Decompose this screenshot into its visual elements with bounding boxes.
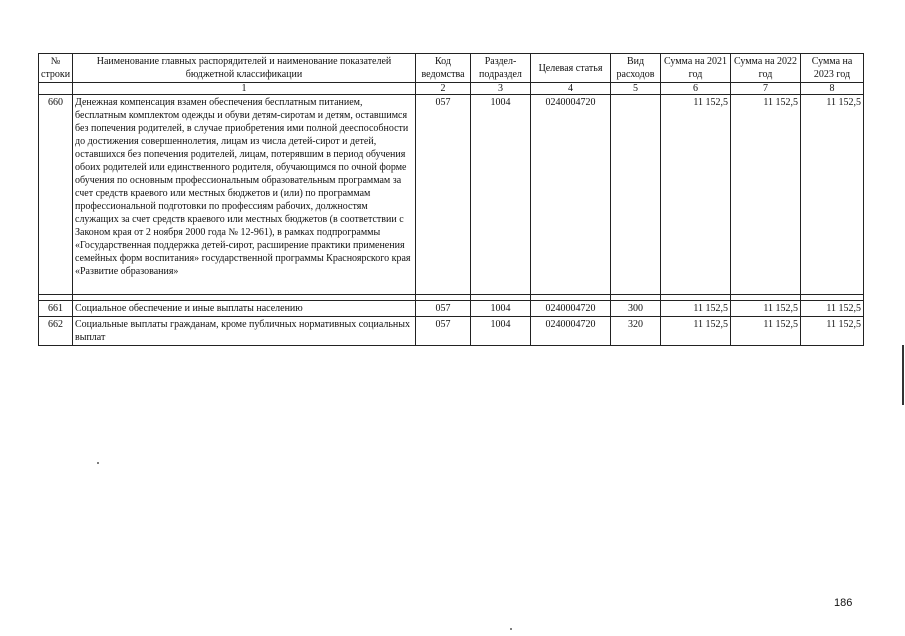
row-section: 1004 — [471, 301, 531, 317]
row-target: 0240004720 — [531, 95, 611, 295]
row-name: Социальные выплаты гражданам, кроме публичных нормативных социальных выплат — [73, 317, 416, 346]
scan-speck — [97, 462, 99, 464]
row-sum-2023: 11 152,5 — [801, 95, 864, 295]
column-number: 4 — [531, 83, 611, 95]
column-number: 8 — [801, 83, 864, 95]
row-sum-2021: 11 152,5 — [661, 301, 731, 317]
row-expense-type: 320 — [611, 317, 661, 346]
row-name: Денежная компенсация взамен обеспечения бесплатным питанием, бесплатным комплектом одежды и обуви детям-сиротам и детям, оставшимся без попечения родителей, в случае приобретения ими полной дееспособности до достижения совершеннолетия, лицам из числа детей-сирот и детей, оставшихся без попечения родителей, лицам, потерявшим в период обучения обоих родителей или единственного родителя, обучающимся по очной форме обучения по основным профессиональным образовательным программам за счет средств краевого или местных бюджетов и (или) по программам профессиональной подготовки по профессиям рабочих, должностям служащих за счет средств краевого или местных бюджетов (в соответствии с Законом края от 2 ноября 2000 года № 12-961), в рамках подпрограммы «Государственная поддержка детей-сирот, расширение практики применения семейных форм воспитания» государственной программы Красноярского края «Развитие образования» — [73, 95, 416, 295]
row-section: 1004 — [471, 317, 531, 346]
column-number: 3 — [471, 83, 531, 95]
header-target: Целевая статья — [531, 54, 611, 83]
row-sum-2022: 11 152,5 — [731, 95, 801, 295]
header-expense-type: Вид расходов — [611, 54, 661, 83]
table-row — [39, 317, 864, 346]
column-number: 2 — [416, 83, 471, 95]
header-sum-2021: Сумма на 2021 год — [661, 54, 731, 83]
row-number: 660 — [39, 95, 73, 295]
header-sum-2023: Сумма на 2023 год — [801, 54, 864, 83]
row-number: 662 — [39, 317, 73, 346]
table-row — [39, 301, 864, 317]
row-sum-2021: 11 152,5 — [661, 95, 731, 295]
row-sum-2023: 11 152,5 — [801, 317, 864, 346]
row-sum-2021: 11 152,5 — [661, 317, 731, 346]
header-dept-code: Код ведомства — [416, 54, 471, 83]
row-sum-2023: 11 152,5 — [801, 301, 864, 317]
row-expense-type — [611, 95, 661, 295]
column-number: 7 — [731, 83, 801, 95]
scan-edge-mark — [902, 345, 904, 405]
row-dept-code: 057 — [416, 301, 471, 317]
column-number: 6 — [661, 83, 731, 95]
row-sum-2022: 11 152,5 — [731, 301, 801, 317]
row-sum-2022: 11 152,5 — [731, 317, 801, 346]
row-dept-code: 057 — [416, 95, 471, 295]
row-section: 1004 — [471, 95, 531, 295]
column-number: 5 — [611, 83, 661, 95]
header-sum-2022: Сумма на 2022 год — [731, 54, 801, 83]
header-row-number: № строки — [39, 54, 73, 83]
column-number-empty — [39, 83, 73, 95]
header-row — [39, 54, 864, 83]
row-dept-code: 057 — [416, 317, 471, 346]
column-number: 1 — [73, 83, 416, 95]
header-name: Наименование главных распорядителей и наименование показателей бюджетной классификации — [73, 54, 416, 83]
scan-speck — [510, 628, 512, 630]
row-name: Социальное обеспечение и иные выплаты населению — [73, 301, 416, 317]
header-section: Раздел-подраздел — [471, 54, 531, 83]
budget-table — [38, 53, 864, 346]
table-row — [39, 95, 864, 295]
column-number-row — [39, 83, 864, 95]
row-target: 0240004720 — [531, 317, 611, 346]
row-target: 0240004720 — [531, 301, 611, 317]
row-number: 661 — [39, 301, 73, 317]
page-number: 186 — [834, 597, 853, 609]
row-expense-type: 300 — [611, 301, 661, 317]
